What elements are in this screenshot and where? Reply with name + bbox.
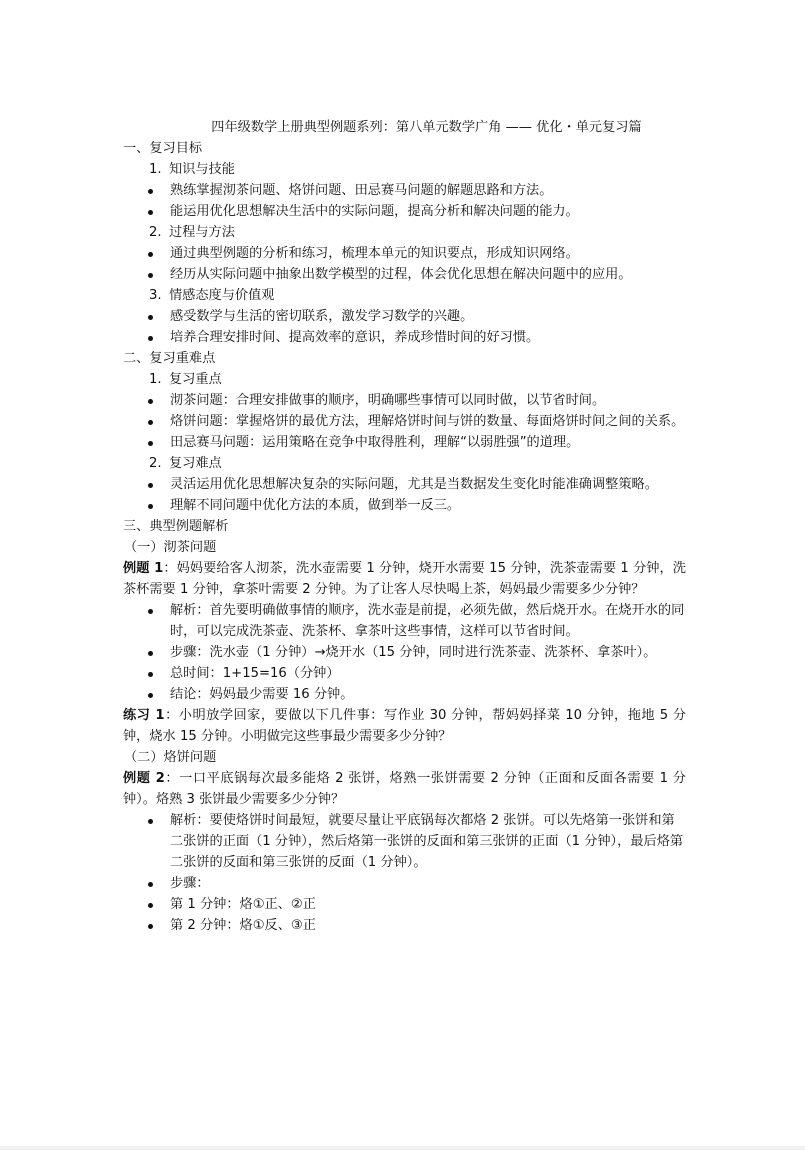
bullet-item: 第 2 分钟：烙①反、③正 xyxy=(123,915,686,936)
bullet-item: 结论：妈妈最少需要 16 分钟。 xyxy=(123,684,686,705)
bullet-dot-icon xyxy=(148,882,153,887)
bullet-dot-icon xyxy=(148,924,153,929)
document-title: 四年级数学上册典型例题系列：第八单元数学广角 —— 优化・单元复习篇 xyxy=(211,120,642,135)
bullet-dot-icon xyxy=(148,693,153,698)
bullet-item: 田忌赛马问题：运用策略在竞争中取得胜利，理解“以弱胜强”的道理。 xyxy=(123,432,686,453)
example-1: 例题 1：妈妈要给客人沏茶，洗水壶需要 1 分钟，烧开水需要 15 分钟，洗茶壶需要 1 分钟，洗茶杯需要 1 分钟，拿茶叶需要 2 分钟。为了让客人尽快喝上茶，妈妈最少需要多少分钟？ xyxy=(123,561,686,597)
numbered-item: 2. 复习难点 xyxy=(149,456,222,471)
document-content xyxy=(123,117,686,936)
numbered-item: 2. 过程与方法 xyxy=(149,225,235,240)
bullet-dot-icon xyxy=(148,672,153,677)
practice-1: 练习 1：小明放学回家，要做以下几件事：写作业 30 分钟，帮妈妈择菜 10 分钟，拖地 5 分钟，烧水 15 分钟。小明做完这些事最少需要多少分钟？ xyxy=(123,708,686,744)
bullet-dot-icon xyxy=(148,252,153,257)
bullet-dot-icon xyxy=(148,483,153,488)
section-heading-key-points: 二、复习重难点 xyxy=(123,351,216,366)
bullet-item: 感受数学与生活的密切联系，激发学习数学的兴趣。 xyxy=(123,306,686,327)
bullet-item: 解析：首先要明确做事情的顺序，洗水壶是前提，必须先做，然后烧开水。在烧开水的同时，可以完成洗茶壶、洗茶杯、拿茶叶这些事情，这样可以节省时间。 xyxy=(123,600,686,642)
bullet-item: 沏茶问题：合理安排做事的顺序，明确哪些事情可以同时做，以节省时间。 xyxy=(123,390,686,411)
example-2: 例题 2：一口平底锅每次最多能烙 2 张饼，烙熟一张饼需要 2 分钟（正面和反面各需要 1 分钟）。烙熟 3 张饼最少需要多少分钟？ xyxy=(123,771,686,807)
subsection-heading-pancake: （二）烙饼问题 xyxy=(124,750,217,765)
bullet-dot-icon xyxy=(148,903,153,908)
bullet-item: 灵活运用优化思想解决复杂的实际问题，尤其是当数据发生变化时能准确调整策略。 xyxy=(123,474,686,495)
bullet-dot-icon xyxy=(148,210,153,215)
bullet-dot-icon xyxy=(148,399,153,404)
bullet-dot-icon xyxy=(148,651,153,656)
bullet-dot-icon xyxy=(148,609,153,614)
bullet-item: 经历从实际问题中抽象出数学模型的过程，体会优化思想在解决问题中的应用。 xyxy=(123,264,686,285)
bullet-dot-icon xyxy=(148,819,153,824)
bullet-dot-icon xyxy=(148,315,153,320)
bullet-item: 解析：要使烙饼时间最短，就要尽量让平底锅每次都烙 2 张饼。可以先烙第一张饼和第二张饼的正面（1 分钟），然后烙第一张饼的反面和第三张饼的正面（1 分钟），最后烙第二张饼的反面和第三张饼的反面（1 分钟）。 xyxy=(123,810,686,873)
bullet-dot-icon xyxy=(148,420,153,425)
bullet-dot-icon xyxy=(148,273,153,278)
bullet-dot-icon xyxy=(148,189,153,194)
bullet-dot-icon xyxy=(148,441,153,446)
section-heading-goals: 一、复习目标 xyxy=(123,141,203,156)
bullet-item: 烙饼问题：掌握烙饼的最优方法，理解烙饼时间与饼的数量、每面烙饼时间之间的关系。 xyxy=(123,411,686,432)
bullet-item: 步骤：洗水壶（1 分钟）→烧开水（15 分钟，同时进行洗茶壶、洗茶杯、拿茶叶）。 xyxy=(123,642,686,663)
bullet-item: 能运用优化思想解决生活中的实际问题，提高分析和解决问题的能力。 xyxy=(123,201,686,222)
bullet-item: 通过典型例题的分析和练习，梳理本单元的知识要点，形成知识网络。 xyxy=(123,243,686,264)
numbered-item: 1. 知识与技能 xyxy=(149,162,235,177)
numbered-item: 3. 情感态度与价值观 xyxy=(149,288,275,303)
section-heading-examples: 三、典型例题解析 xyxy=(123,519,229,534)
bullet-item: 总时间：1+15=16（分钟） xyxy=(123,663,686,684)
subsection-heading-tea: （一）沏茶问题 xyxy=(124,540,217,555)
bullet-item: 理解不同问题中优化方法的本质，做到举一反三。 xyxy=(123,495,686,516)
bullet-item: 培养合理安排时间、提高效率的意识，养成珍惜时间的好习惯。 xyxy=(123,327,686,348)
bullet-item: 熟练掌握沏茶问题、烙饼问题、田忌赛马问题的解题思路和方法。 xyxy=(123,180,686,201)
bullet-dot-icon xyxy=(148,504,153,509)
numbered-item: 1. 复习重点 xyxy=(149,372,222,387)
bullet-dot-icon xyxy=(148,336,153,341)
bullet-item: 步骤： xyxy=(123,873,686,894)
bullet-item: 第 1 分钟：烙①正、②正 xyxy=(123,894,686,915)
